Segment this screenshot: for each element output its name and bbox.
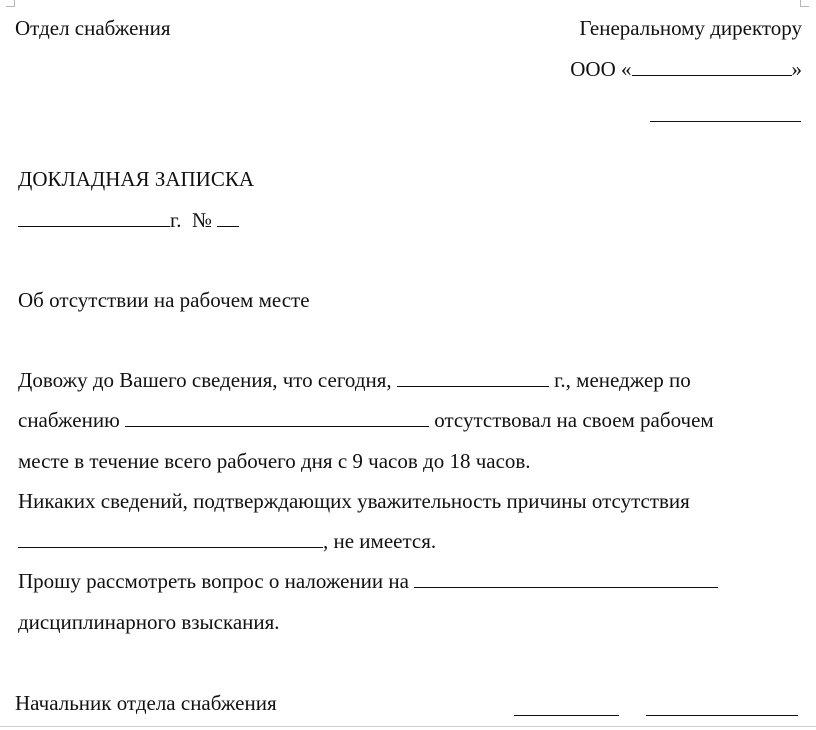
reason-blank	[18, 529, 323, 548]
company-suffix: »	[791, 57, 802, 81]
date-suffix: г.	[170, 208, 182, 232]
company-name-blank	[632, 57, 792, 76]
body-line-1	[18, 368, 691, 392]
company-line	[570, 57, 802, 81]
body-line-2-text-b: отсутствовал на своем рабочем	[434, 408, 714, 432]
body-line-5-text: , не имеется.	[323, 529, 437, 553]
body-line-3: месте в течение всего рабочего дня с 9 часов до 18 часов.	[18, 449, 531, 473]
date-number-line	[18, 208, 239, 232]
company-prefix: ООО «	[570, 57, 632, 81]
director-name-blank	[650, 121, 801, 122]
signature-blank	[514, 715, 619, 716]
employee-penalty-blank	[414, 569, 718, 588]
document-title: ДОКЛАДНАЯ ЗАПИСКА	[18, 167, 255, 191]
body-line-6	[18, 569, 718, 593]
employee-name-blank	[125, 408, 429, 427]
date-blank	[18, 208, 170, 227]
body-line-2-text-a: снабжению	[18, 408, 120, 432]
page-corner-mark-left	[6, 0, 15, 7]
addressee-title: Генеральному директору	[579, 16, 802, 40]
signature-title: Начальник отдела снабжения	[15, 691, 277, 715]
body-line-5	[18, 529, 436, 553]
page-bottom-edge	[0, 726, 816, 727]
absence-date-blank	[397, 368, 549, 387]
number-blank	[217, 208, 239, 227]
body-line-1-text-b: г., менеджер по	[554, 368, 691, 392]
page-corner-mark-right	[800, 0, 809, 7]
body-line-2	[18, 408, 714, 432]
body-line-6-text: Прошу рассмотреть вопрос о наложении на	[18, 569, 409, 593]
document-subject: Об отсутствии на рабочем месте	[18, 288, 310, 312]
body-line-4: Никаких сведений, подтверждающих уважительность причины отсутствия	[18, 489, 690, 513]
body-line-7: дисциплинарного взыскания.	[18, 610, 280, 634]
department-name: Отдел снабжения	[15, 16, 171, 40]
number-label: №	[192, 208, 213, 232]
signature-name-blank	[646, 715, 798, 716]
body-line-1-text-a: Довожу до Вашего сведения, что сегодня,	[18, 368, 392, 392]
